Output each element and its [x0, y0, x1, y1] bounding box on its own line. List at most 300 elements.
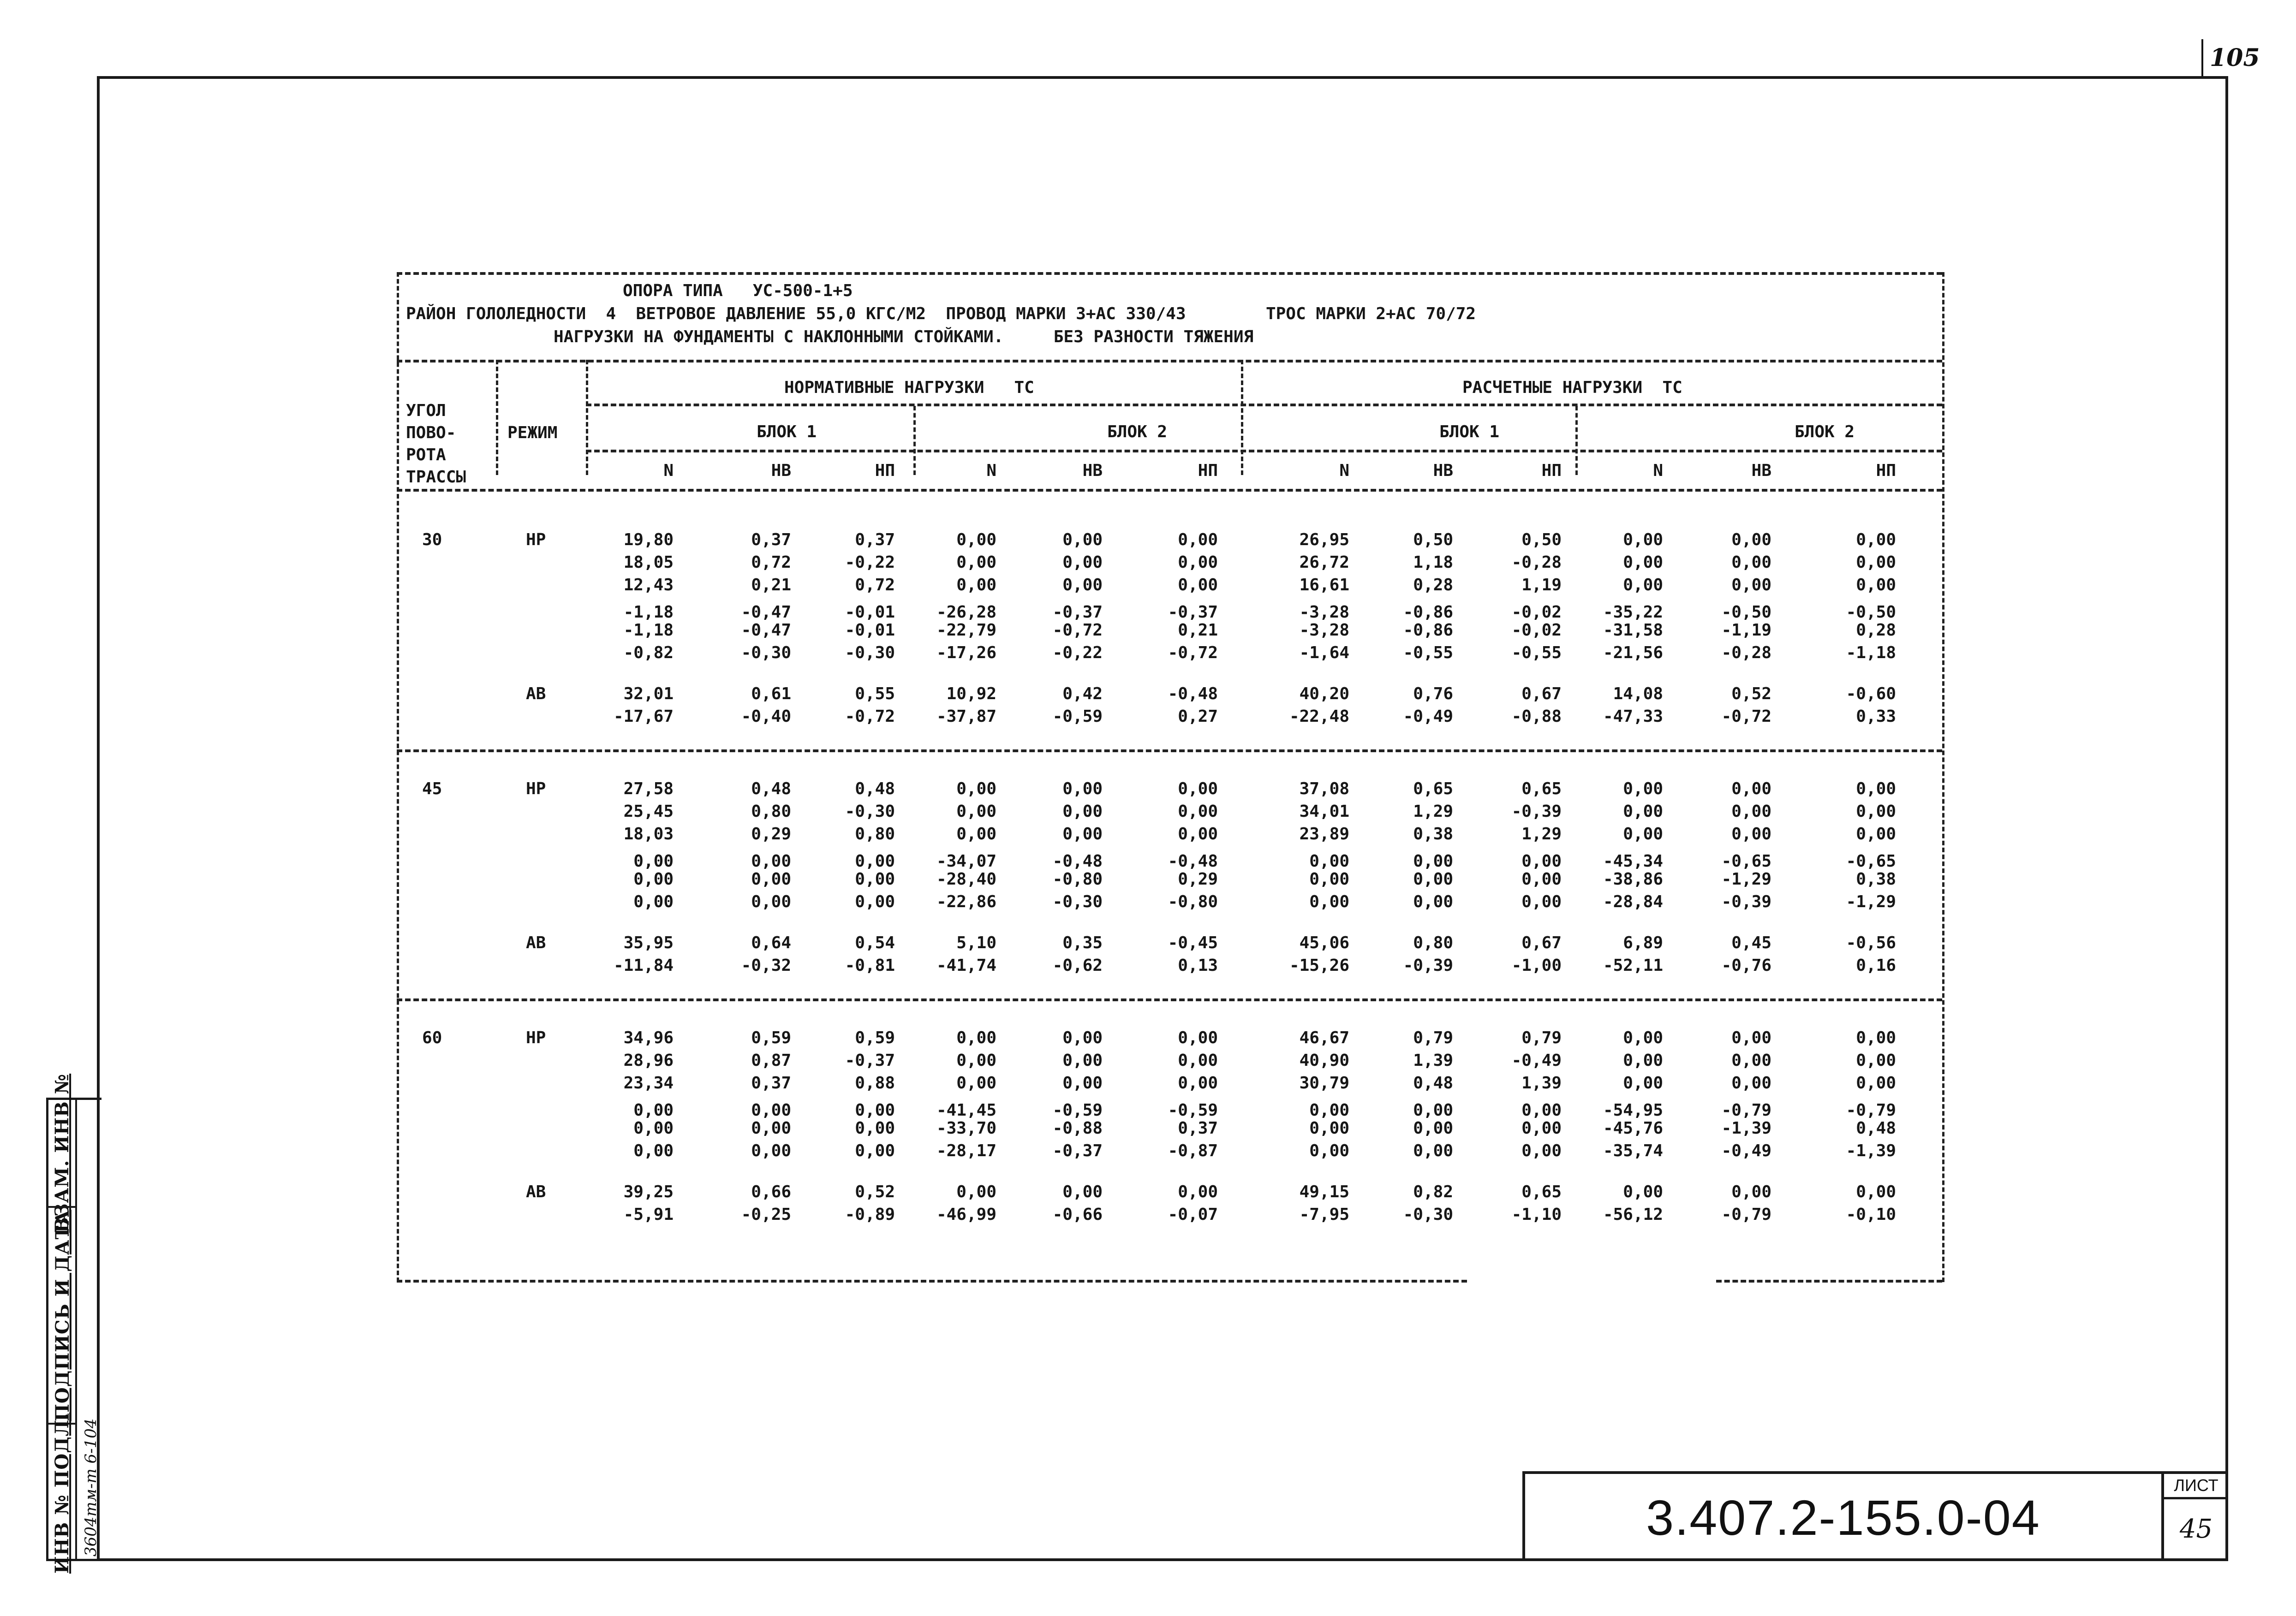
table-cell: 0,00: [1413, 1119, 1453, 1138]
table-cell: -45,34: [1603, 852, 1663, 871]
column-header-hp: НП: [875, 461, 895, 480]
table-cell: 0,61: [751, 684, 791, 703]
top-sheet-number: 105: [2210, 44, 2260, 72]
table-cell: 0,00: [1178, 1074, 1218, 1093]
norm-block1-label: БЛОК 1: [757, 422, 817, 441]
table-cell: -0,01: [845, 621, 895, 640]
right-border: [1942, 272, 1944, 1282]
table-cell: -0,86: [1403, 603, 1453, 622]
table-cell: 0,00: [1178, 802, 1218, 821]
table-cell: 0,79: [1413, 1028, 1453, 1047]
table-cell: -41,74: [936, 956, 996, 975]
table-cell: 5,10: [956, 933, 996, 952]
group-separator: [397, 998, 1942, 1001]
table-cell: 0,80: [1413, 933, 1453, 952]
table-cell: 23,89: [1299, 825, 1349, 844]
table-cell: -15,26: [1289, 956, 1349, 975]
col-sep-mode: [586, 360, 588, 475]
table-cell: 0,00: [855, 870, 895, 889]
table-cell: 0,00: [633, 1119, 674, 1138]
table-cell: 0,82: [1413, 1182, 1453, 1201]
top-border: [397, 272, 1942, 275]
table-cell: 0,00: [1856, 530, 1896, 549]
table-cell: 0,00: [633, 892, 674, 911]
table-cell: -0,55: [1511, 643, 1562, 662]
table-cell: -0,39: [1511, 802, 1562, 821]
table-cell: 0,00: [1062, 1028, 1103, 1047]
table-cell: -0,89: [845, 1205, 895, 1224]
table-cell: 0,48: [751, 779, 791, 798]
col-sep-angle: [496, 360, 498, 475]
table-cell: 0,42: [1062, 684, 1103, 703]
table-cell: -11,84: [613, 956, 674, 975]
table-cell: -0,50: [1846, 603, 1896, 622]
table-cell: 0,00: [1521, 1119, 1562, 1138]
table-cell: 26,72: [1299, 553, 1349, 572]
table-cell: 0,00: [855, 852, 895, 871]
table-cell: 0,00: [751, 1141, 791, 1160]
table-cell: 0,00: [1413, 1141, 1453, 1160]
table-cell: 0,21: [751, 576, 791, 594]
table-cell: 0,00: [1062, 825, 1103, 844]
table-cell: -38,86: [1603, 870, 1663, 889]
table-cell: -3,28: [1299, 603, 1349, 622]
table-cell: 40,90: [1299, 1051, 1349, 1070]
table-cell: 0,33: [1856, 707, 1896, 726]
table-cell: 0,54: [855, 933, 895, 952]
table-cell: -0,48: [1168, 684, 1218, 703]
table-cell: -0,30: [845, 802, 895, 821]
table-cell: 0,00: [751, 1119, 791, 1138]
table-cell: 0,66: [751, 1182, 791, 1201]
table-cell: -1,39: [1846, 1141, 1896, 1160]
table-cell: 0,45: [1731, 933, 1771, 952]
table-cell: -31,58: [1603, 621, 1663, 640]
table-cell: 0,00: [1062, 576, 1103, 594]
table-cell: 0,67: [1521, 933, 1562, 952]
table-cell: 0,00: [1856, 802, 1896, 821]
table-cell: -0,79: [1721, 1205, 1771, 1224]
table-cell: 0,59: [751, 1028, 791, 1047]
column-header-n: N: [986, 461, 996, 480]
table-cell: -0,30: [741, 643, 791, 662]
table-cell: -0,65: [1846, 852, 1896, 871]
table-cell: -0,86: [1403, 621, 1453, 640]
table-cell: -0,88: [1052, 1119, 1103, 1138]
table-cell: 0,00: [1309, 1141, 1349, 1160]
table-cell: 46,67: [1299, 1028, 1349, 1047]
vzam-label: ВЗАМ. ИНВ №: [51, 1073, 73, 1233]
table-cell: 0,00: [1856, 825, 1896, 844]
table-cell: -7,95: [1299, 1205, 1349, 1224]
table-cell: -0,79: [1721, 1101, 1771, 1120]
sheet-label: ЛИСТ: [2164, 1474, 2228, 1499]
table-cell: 0,00: [855, 1119, 895, 1138]
table-cell: -17,67: [613, 707, 674, 726]
norm-block2-label: БЛОК 2: [1107, 422, 1168, 441]
table-cell: 0,00: [1856, 1074, 1896, 1093]
table-cell: -0,72: [845, 707, 895, 726]
table-cell: -0,55: [1403, 643, 1453, 662]
table-cell: -0,80: [1052, 870, 1103, 889]
inv-podl-label: ИНВ № ПОДЛ.: [51, 1412, 73, 1574]
table-cell: 0,37: [751, 1074, 791, 1093]
table-cell: -52,11: [1603, 956, 1663, 975]
table-cell: 40,20: [1299, 684, 1349, 703]
table-cell: 0,00: [1178, 1051, 1218, 1070]
table-cell: -0,72: [1168, 643, 1218, 662]
table-cell: -0,79: [1846, 1101, 1896, 1120]
table-cell: -45,76: [1603, 1119, 1663, 1138]
table-cell: -0,62: [1052, 956, 1103, 975]
table-cell: -28,40: [936, 870, 996, 889]
table-cell: 0,65: [1521, 779, 1562, 798]
table-cell: 0,88: [855, 1074, 895, 1093]
table-cell: -37,87: [936, 707, 996, 726]
table-cell: 0,00: [1178, 1182, 1218, 1201]
bottom-border-right: [1716, 1280, 1942, 1283]
table-cell: -28,17: [936, 1141, 996, 1160]
table-cell: 0,00: [956, 1182, 996, 1201]
table-cell: 0,00: [1731, 553, 1771, 572]
table-cell: 0,00: [1521, 892, 1562, 911]
table-cell: 0,00: [1856, 553, 1896, 572]
table-cell: 0,00: [1178, 530, 1218, 549]
table-cell: 0,00: [1309, 870, 1349, 889]
mode-value: НР: [526, 1028, 546, 1047]
table-cell: 0,59: [855, 1028, 895, 1047]
table-cell: -0,25: [741, 1205, 791, 1224]
loads-printout: [397, 272, 1951, 1287]
table-cell: 0,37: [751, 530, 791, 549]
table-cell: 0,00: [956, 779, 996, 798]
table-cell: -0,37: [1052, 603, 1103, 622]
subheader-separator: [586, 404, 1942, 406]
table-cell: 0,48: [855, 779, 895, 798]
table-cell: 35,95: [623, 933, 674, 952]
group-separator: [397, 749, 1942, 752]
table-cell: 0,79: [1521, 1028, 1562, 1047]
table-cell: 0,00: [956, 576, 996, 594]
table-cell: 0,52: [1731, 684, 1771, 703]
column-header-n: N: [1339, 461, 1349, 480]
table-cell: 0,00: [1178, 576, 1218, 594]
table-cell: -0,48: [1052, 852, 1103, 871]
table-cell: 0,00: [956, 530, 996, 549]
table-cell: 0,65: [1521, 1182, 1562, 1201]
table-cell: -5,91: [623, 1205, 674, 1224]
table-cell: 0,00: [1731, 1051, 1771, 1070]
table-cell: 0,00: [1623, 1074, 1663, 1093]
table-cell: -0,59: [1168, 1101, 1218, 1120]
table-cell: -26,28: [936, 603, 996, 622]
table-cell: -0,49: [1511, 1051, 1562, 1070]
table-cell: -0,22: [845, 553, 895, 572]
table-cell: -0,88: [1511, 707, 1562, 726]
table-cell: -0,66: [1052, 1205, 1103, 1224]
table-cell: 0,00: [1062, 553, 1103, 572]
table-cell: 0,55: [855, 684, 895, 703]
table-cell: -0,76: [1721, 956, 1771, 975]
table-cell: 0,28: [1413, 576, 1453, 594]
angle-label-1: УГОЛ: [406, 401, 446, 420]
table-cell: 0,00: [1521, 1141, 1562, 1160]
table-cell: 0,00: [1623, 576, 1663, 594]
angle-value: 60: [422, 1028, 442, 1047]
table-cell: 0,00: [1309, 1101, 1349, 1120]
table-cell: 0,00: [633, 852, 674, 871]
vzam-cell: [48, 1073, 76, 1233]
table-cell: -1,18: [623, 603, 674, 622]
table-cell: -0,49: [1403, 707, 1453, 726]
table-cell: 0,00: [1521, 852, 1562, 871]
column-header-hv: НВ: [1082, 461, 1103, 480]
table-cell: 0,00: [1623, 1182, 1663, 1201]
col-sep-norm-blocks: [913, 406, 916, 475]
table-cell: -0,59: [1052, 707, 1103, 726]
angle-label-3: РОТА: [406, 446, 446, 464]
table-cell: 0,00: [1062, 802, 1103, 821]
table-cell: 0,00: [751, 852, 791, 871]
block-separator: [586, 450, 1942, 452]
table-cell: 0,00: [1623, 1028, 1663, 1047]
table-cell: 0,00: [1062, 530, 1103, 549]
column-header-hv: НВ: [1751, 461, 1771, 480]
table-cell: -0,56: [1846, 933, 1896, 952]
table-cell: -54,95: [1603, 1101, 1663, 1120]
column-header-n: N: [1653, 461, 1663, 480]
document-code: 3.407.2-155.0-04: [1646, 1490, 2040, 1545]
table-cell: 0,00: [956, 825, 996, 844]
table-cell: 27,58: [623, 779, 674, 798]
column-header-hv: НВ: [771, 461, 791, 480]
bottom-border-left: [397, 1280, 1467, 1283]
table-cell: -0,48: [1168, 852, 1218, 871]
table-cell: 0,00: [1731, 530, 1771, 549]
table-cell: 6,89: [1623, 933, 1663, 952]
table-cell: 10,92: [946, 684, 996, 703]
table-cell: 0,00: [1623, 530, 1663, 549]
table-cell: -1,39: [1721, 1119, 1771, 1138]
table-cell: 0,00: [1521, 870, 1562, 889]
table-cell: 0,00: [855, 1101, 895, 1120]
table-cell: -33,70: [936, 1119, 996, 1138]
table-cell: 37,08: [1299, 779, 1349, 798]
header-line-3: НАГРУЗКИ НА ФУНДАМЕНТЫ С НАКЛОННЫМИ СТОЙКАМИ. БЕЗ РАЗНОСТИ ТЯЖЕНИЯ: [554, 327, 1254, 346]
table-cell: 0,00: [633, 1141, 674, 1160]
table-cell: 34,96: [623, 1028, 674, 1047]
table-cell: 0,29: [1178, 870, 1218, 889]
table-cell: -0,30: [1052, 892, 1103, 911]
table-cell: 0,38: [1413, 825, 1453, 844]
table-cell: 0,72: [751, 553, 791, 572]
table-cell: 0,00: [1309, 1119, 1349, 1138]
table-cell: 0,00: [1309, 852, 1349, 871]
table-cell: 0,00: [1413, 892, 1453, 911]
table-cell: 0,00: [956, 1028, 996, 1047]
table-cell: -22,86: [936, 892, 996, 911]
table-cell: 1,19: [1521, 576, 1562, 594]
mode-value: АВ: [526, 933, 546, 952]
table-cell: 0,00: [1623, 802, 1663, 821]
table-cell: 49,15: [1299, 1182, 1349, 1201]
header-line-2: РАЙОН ГОЛОЛЕДНОСТИ 4 ВЕТРОВОЕ ДАВЛЕНИЕ 55,0 КГС/М2 ПРОВОД МАРКИ 3+АС 330/43 ТРОС МАРКИ 2+АС 70/72: [406, 304, 1476, 323]
table-cell: 0,00: [855, 892, 895, 911]
table-cell: 0,48: [1413, 1074, 1453, 1093]
table-cell: 0,00: [956, 802, 996, 821]
table-cell: 0,00: [1731, 779, 1771, 798]
column-header-separator: [397, 489, 1942, 492]
table-cell: 0,00: [633, 1101, 674, 1120]
table-cell: -0,45: [1168, 933, 1218, 952]
table-cell: -28,84: [1603, 892, 1663, 911]
table-cell: 1,39: [1413, 1051, 1453, 1070]
table-cell: -0,37: [1168, 603, 1218, 622]
table-cell: -0,40: [741, 707, 791, 726]
table-cell: 14,08: [1613, 684, 1663, 703]
table-cell: -0,81: [845, 956, 895, 975]
table-cell: -0,80: [1168, 892, 1218, 911]
table-cell: 0,00: [1413, 870, 1453, 889]
mode-value: НР: [526, 779, 546, 798]
table-cell: 0,00: [1856, 1182, 1896, 1201]
column-header-hv: НВ: [1433, 461, 1453, 480]
angle-value: 30: [422, 530, 442, 549]
table-cell: 0,00: [1731, 1028, 1771, 1047]
table-cell: 0,29: [751, 825, 791, 844]
table-cell: 0,00: [1062, 779, 1103, 798]
mode-label: РЕЖИМ: [507, 423, 558, 442]
title-block-code: [1522, 1471, 2161, 1561]
table-cell: -0,82: [623, 643, 674, 662]
table-cell: 0,48: [1856, 1119, 1896, 1138]
table-cell: -0,39: [1403, 956, 1453, 975]
table-cell: 0,00: [1521, 1101, 1562, 1120]
table-cell: 0,00: [1309, 892, 1349, 911]
angle-label-4: ТРАССЫ: [406, 468, 466, 487]
table-cell: 0,00: [1731, 802, 1771, 821]
podpis-label: ПОДПИСЬ И ДАТА: [51, 1209, 73, 1421]
table-cell: -0,47: [741, 603, 791, 622]
table-cell: -0,30: [845, 643, 895, 662]
table-cell: 0,00: [1856, 779, 1896, 798]
table-cell: 0,65: [1413, 779, 1453, 798]
table-cell: 0,00: [1178, 779, 1218, 798]
table-cell: -0,50: [1721, 603, 1771, 622]
table-cell: 28,96: [623, 1051, 674, 1070]
mode-value: АВ: [526, 684, 546, 703]
design-block1-label: БЛОК 1: [1439, 422, 1500, 441]
table-cell: 16,61: [1299, 576, 1349, 594]
table-cell: 0,00: [1623, 825, 1663, 844]
table-cell: 0,87: [751, 1051, 791, 1070]
table-cell: -46,99: [936, 1205, 996, 1224]
table-cell: 23,34: [623, 1074, 674, 1093]
table-cell: 0,00: [956, 1074, 996, 1093]
table-cell: -1,29: [1846, 892, 1896, 911]
table-cell: 0,00: [1413, 1101, 1453, 1120]
table-cell: -0,28: [1721, 643, 1771, 662]
table-cell: -22,48: [1289, 707, 1349, 726]
table-cell: -0,37: [845, 1051, 895, 1070]
table-cell: -0,39: [1721, 892, 1771, 911]
table-cell: 0,00: [1178, 553, 1218, 572]
table-cell: 30,79: [1299, 1074, 1349, 1093]
table-cell: 0,00: [855, 1141, 895, 1160]
table-cell: -1,18: [623, 621, 674, 640]
table-cell: 0,00: [1856, 1051, 1896, 1070]
table-cell: -0,07: [1168, 1205, 1218, 1224]
table-cell: -56,12: [1603, 1205, 1663, 1224]
table-cell: 0,50: [1521, 530, 1562, 549]
table-cell: 0,28: [1856, 621, 1896, 640]
table-cell: -22,79: [936, 621, 996, 640]
design-block2-label: БЛОК 2: [1795, 422, 1855, 441]
table-cell: -34,07: [936, 852, 996, 871]
design-loads-label: РАСЧЕТНЫЕ НАГРУЗКИ ТС: [1462, 378, 1682, 397]
table-cell: -0,02: [1511, 621, 1562, 640]
table-cell: 0,64: [751, 933, 791, 952]
table-cell: -0,72: [1721, 707, 1771, 726]
table-cell: 1,18: [1413, 553, 1453, 572]
table-cell: 0,00: [633, 870, 674, 889]
table-cell: -0,22: [1052, 643, 1103, 662]
table-cell: -41,45: [936, 1101, 996, 1120]
table-cell: 0,00: [751, 1101, 791, 1120]
table-cell: 0,80: [855, 825, 895, 844]
table-cell: 0,00: [1413, 852, 1453, 871]
column-header-hp: НП: [1541, 461, 1562, 480]
header-line-1: ОПОРА ТИПА УС-500-1+5: [623, 281, 853, 300]
table-cell: 0,35: [1062, 933, 1103, 952]
table-cell: -0,37: [1052, 1141, 1103, 1160]
sheet-number: 45: [2179, 1514, 2213, 1544]
table-cell: 0,00: [1731, 825, 1771, 844]
table-cell: 0,00: [751, 892, 791, 911]
table-cell: -0,60: [1846, 684, 1896, 703]
table-cell: 0,67: [1521, 684, 1562, 703]
table-cell: 1,29: [1413, 802, 1453, 821]
table-cell: -0,10: [1846, 1205, 1896, 1224]
table-cell: -35,74: [1603, 1141, 1663, 1160]
table-cell: 0,00: [1623, 779, 1663, 798]
table-cell: -0,01: [845, 603, 895, 622]
table-cell: -1,10: [1511, 1205, 1562, 1224]
table-cell: -0,28: [1511, 553, 1562, 572]
table-cell: -0,59: [1052, 1101, 1103, 1120]
mode-value: НР: [526, 530, 546, 549]
table-cell: -1,00: [1511, 956, 1562, 975]
table-cell: -0,47: [741, 621, 791, 640]
table-cell: -0,32: [741, 956, 791, 975]
table-cell: 0,00: [1731, 1074, 1771, 1093]
table-cell: 0,50: [1413, 530, 1453, 549]
table-cell: -21,56: [1603, 643, 1663, 662]
table-cell: 0,00: [1731, 1182, 1771, 1201]
angle-value: 45: [422, 779, 442, 798]
approval-strip-labels: [48, 1073, 77, 1574]
table-cell: 45,06: [1299, 933, 1349, 952]
table-cell: 0,00: [1178, 825, 1218, 844]
table-cell: -0,65: [1721, 852, 1771, 871]
table-cell: 0,00: [1856, 1028, 1896, 1047]
table-cell: -47,33: [1603, 707, 1663, 726]
col-sep-design-blocks: [1575, 406, 1578, 475]
table-cell: -1,64: [1299, 643, 1349, 662]
table-cell: 25,45: [623, 802, 674, 821]
approval-strip: [46, 1073, 101, 1574]
table-cell: -1,19: [1721, 621, 1771, 640]
